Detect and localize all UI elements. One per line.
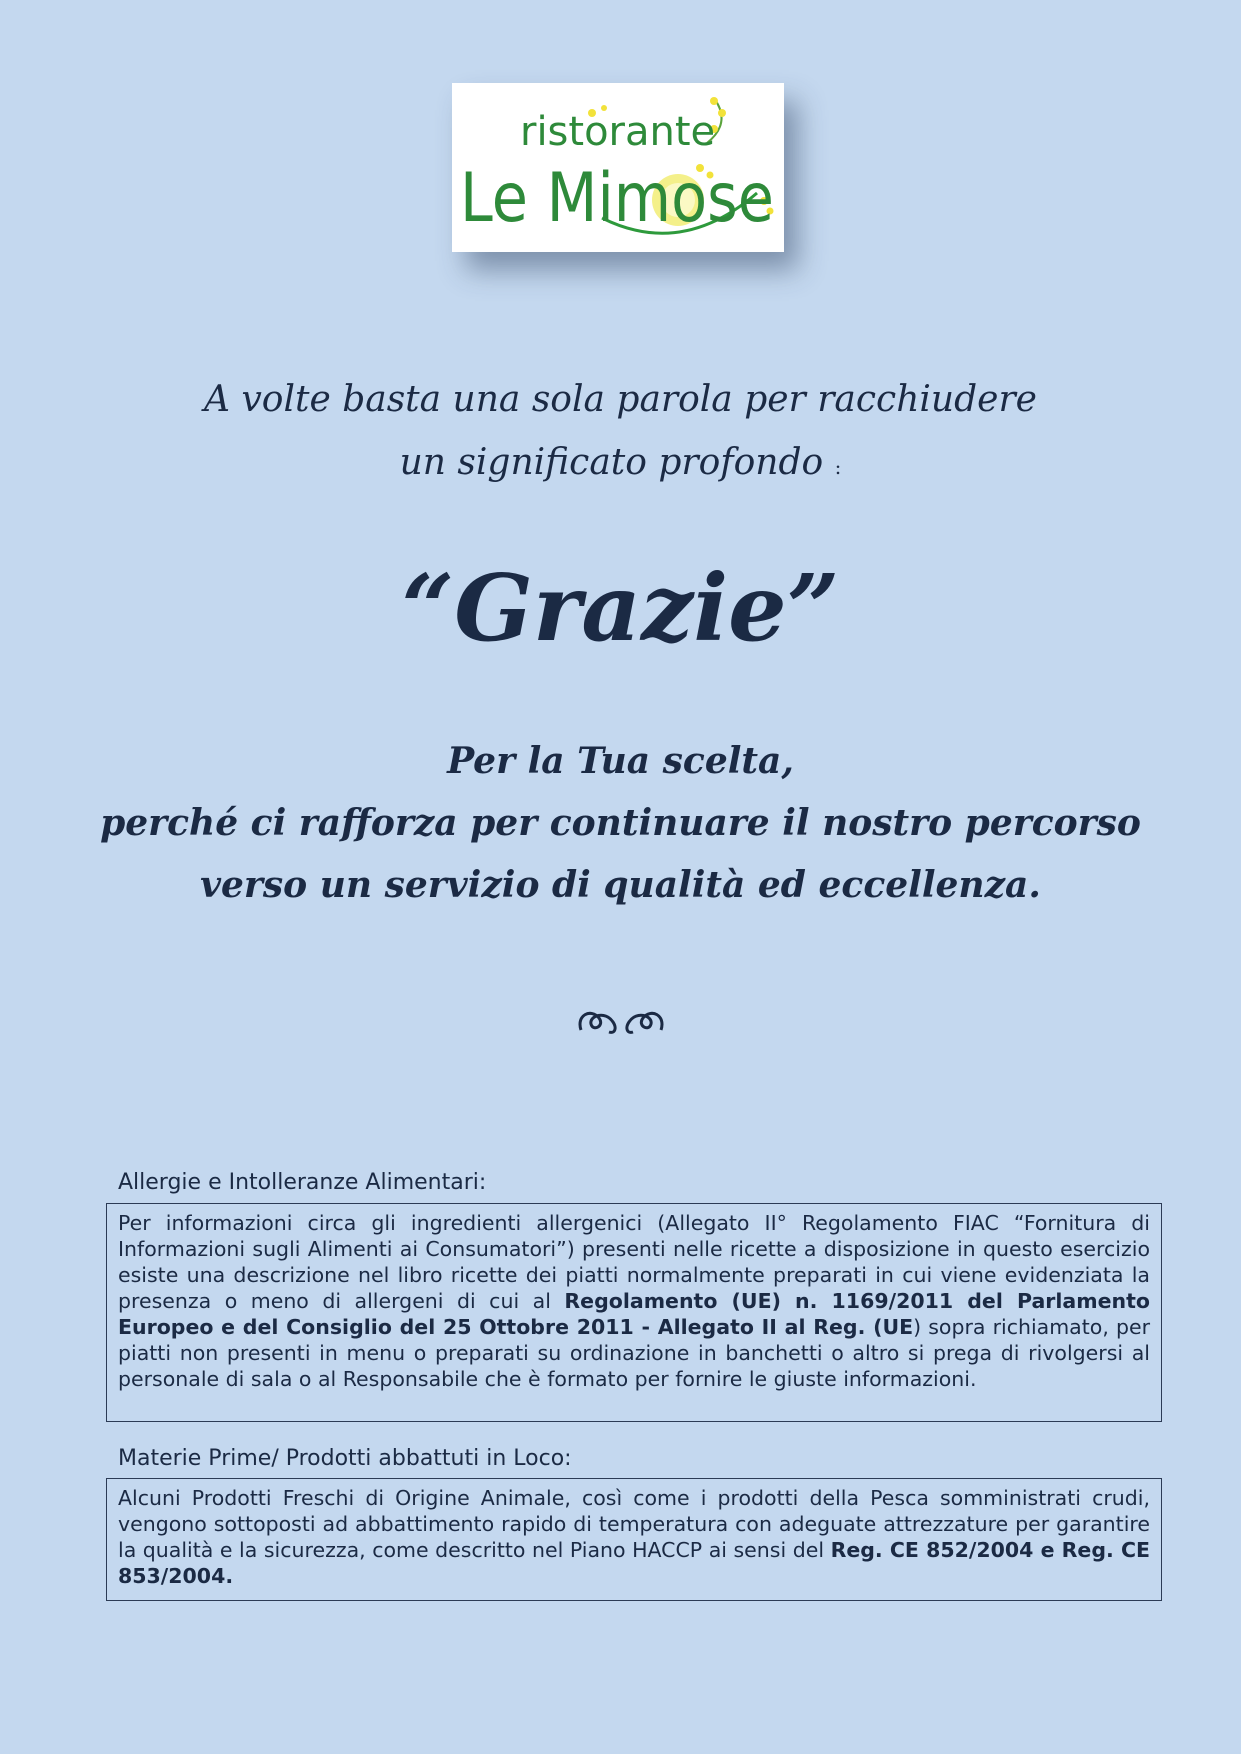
allergies-text-bold: Regolamento (UE) n. 1169/2011 del Parlamento Europeo e del Consiglio del 25 Ottobre 2011 - Allegato II al Reg. (UE [118,1289,1150,1339]
thanks-line-1: Per la Tua scelta, [447,740,794,782]
logo-bottom-text: Le Mimose [460,159,774,238]
mimosa-logo-graphic [452,83,784,252]
raw-materials-box [106,1478,1162,1601]
thanks-line-2: perché ci rafforza per continuare il nostro percorso [100,802,1141,844]
allergies-text-b: ) sopra richiamato, per piatti non presenti in menu o preparati su ordinazione in banchetti o altro si prega di rivolgersi al personale di sala o al Responsabile che è formato per fornire le giuste informazioni. [118,1315,1151,1391]
thanks-message [0,730,1241,916]
intro-line-2 [0,431,1241,499]
allergies-text-a: Per informazioni circa gli ingredienti allergenici (Allegato II° Regolamento FIAC “Fornitura di Informazioni sugli Alimenti ai Consumatori”) presenti nelle ricette a disposizione in questo esercizio esiste una descrizione nel libro ricette dei piatti normalmente preparati in cui viene evidenziata la presenza o meno di allergeni di cui al [118,1211,1150,1313]
intro-colon: : [834,455,842,479]
thanks-line-3: verso un servizio di qualità ed eccellenza. [200,864,1041,906]
ornament-icon [571,1000,671,1040]
raw-materials-text-bold: Reg. CE 852/2004 e Reg. CE 853/2004. [118,1538,1150,1588]
ornament-divider [0,1000,1241,1049]
intro-line-2-text: un significato profondo [399,442,824,483]
mimosa-flower [718,109,726,117]
grazie-heading: “Grazie” [401,554,840,662]
raw-materials-title: Materie Prime/ Prodotti abbattuti in Loco: [118,1446,572,1471]
allergies-box [106,1203,1162,1422]
allergies-title: Allergie e Intolleranze Alimentari: [118,1170,487,1195]
raw-materials-text-a: Alcuni Prodotti Freschi di Origine Animale, così come i prodotti della Pesca somministrati crudi, vengono sottoposti ad abbattimento rapido di temperatura con adeguate attrezzature per garantire la qualità e la sicurezza, come descritto nel Piano HACCP ai sensi del [118,1486,1150,1562]
restaurant-logo [452,83,784,252]
intro-line-1: A volte basta una sola parola per racchiudere [204,379,1037,420]
intro-text [0,368,1241,499]
mimosa-flower [710,97,718,105]
logo-top-text: ristorante [520,109,716,155]
